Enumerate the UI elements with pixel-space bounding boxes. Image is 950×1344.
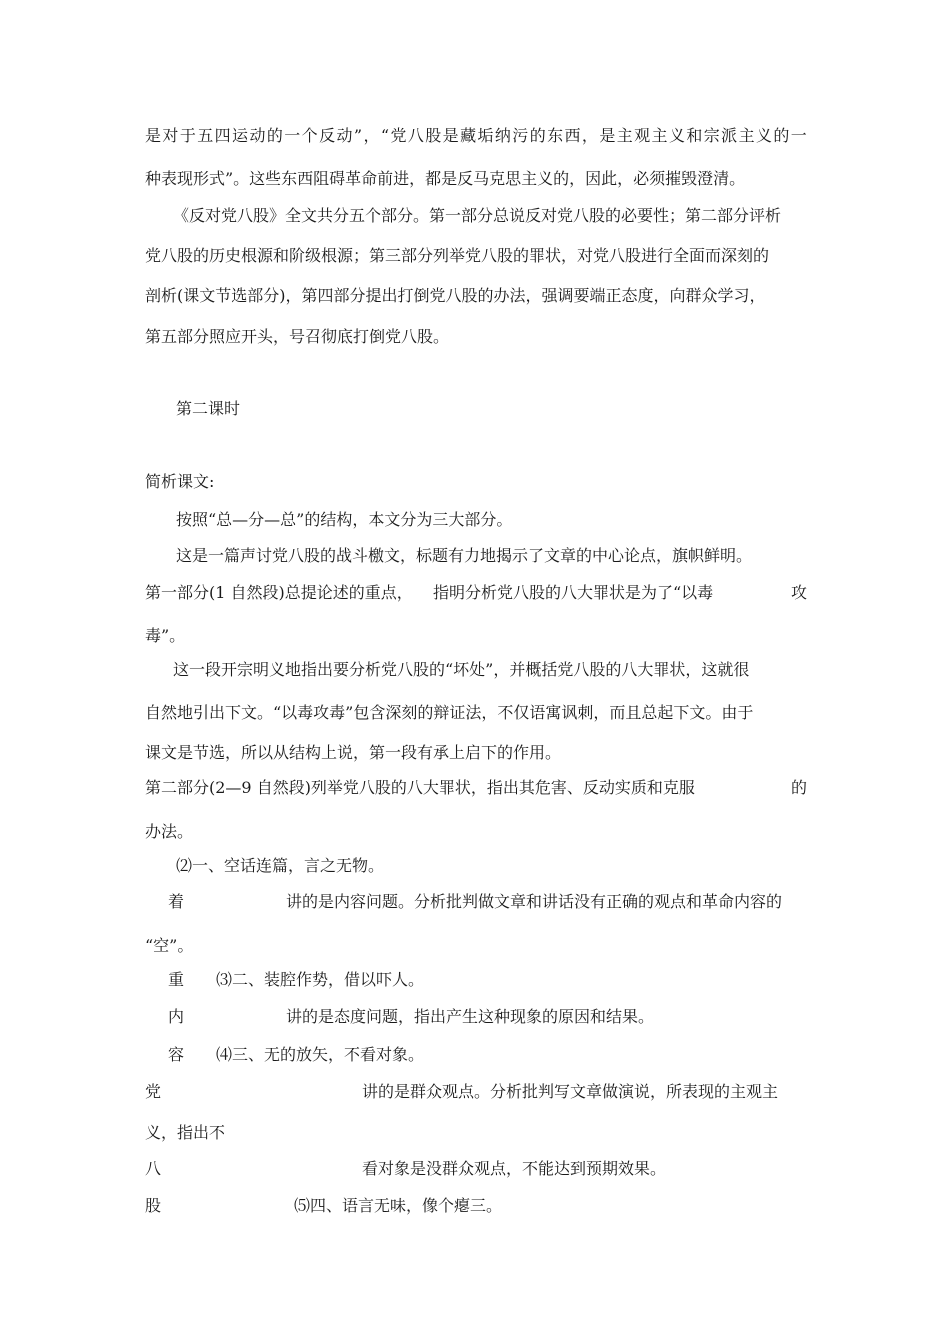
side-label-char-1: 着	[168, 892, 185, 911]
crime-3-title: ⑷三、无的放矢，不看对象。	[216, 1045, 425, 1064]
intro-line-6: 第五部分照应开头，号召彻底打倒党八股。	[145, 327, 450, 346]
side-label-char-2: 重	[168, 970, 185, 989]
crime-1-note: 讲的是内容问题。分析批判做文章和讲话没有正确的观点和革命内容的	[286, 892, 783, 911]
part2-heading-a: 第二部分(2—9 自然段)列举党八股的八大罪状，指出其危害、反动实质和克服	[145, 778, 695, 797]
crime-2-title: ⑶二、装腔作势，借以吓人。	[216, 970, 425, 989]
analysis-label: 简析课文:	[145, 472, 215, 491]
intro-line-4: 党八股的历史根源和阶级根源；第三部分列举党八股的罪状，对党八股进行全面而深刻的	[145, 246, 770, 265]
structure-paragraph: 按照“总—分—总”的结构，本文分为三大部分。	[176, 510, 513, 529]
intro-line-3: 《反对党八股》全文共分五个部分。第一部分总说反对党八股的必要性；第二部分评析	[173, 206, 782, 225]
crime-3-note-3: 看对象是没群众观点，不能达到预期效果。	[362, 1159, 667, 1178]
thesis-paragraph: 这是一篇声讨党八股的战斗檄文，标题有力地揭示了文章的中心论点，旗帜鲜明。	[176, 546, 753, 565]
side-label-char-7: 股	[145, 1196, 162, 1215]
intro-line-5: 剖析(课文节选部分)，第四部分提出打倒党八股的办法，强调要端正态度，向群众学习，	[145, 286, 766, 305]
part1-para-line-2: 自然地引出下文。“以毒攻毒”包含深刻的辩证法，不仅语寓讽刺，而且总起下文。由于	[145, 703, 754, 722]
part1-heading-d: 毒”。	[145, 626, 186, 645]
crime-2-note: 讲的是态度问题，指出产生这种现象的原因和结果。	[286, 1007, 655, 1026]
side-label-char-5: 党	[145, 1082, 162, 1101]
part1-heading-a: 第一部分(1 自然段)总提论述的重点，	[145, 583, 413, 602]
crime-4-title: ⑸四、语言无味，像个瘪三。	[294, 1196, 503, 1215]
side-label-char-4: 容	[168, 1045, 185, 1064]
crime-1-title: ⑵一、空话连篇，言之无物。	[176, 856, 385, 875]
intro-line-2: 种表现形式”。这些东西阻碍革命前进，都是反马克思主义的，因此，必须摧毁澄清。	[145, 169, 746, 188]
crime-3-note-2: 义，指出不	[145, 1123, 226, 1142]
part1-heading-b: 指明分析党八股的八大罪状是为了“以毒	[433, 583, 714, 602]
part2-heading-b: 的	[791, 778, 808, 797]
crime-3-note: 讲的是群众观点。分析批判写文章做演说，所表现的主观主	[362, 1082, 779, 1101]
part1-para-line-1: 这一段开宗明义地指出要分析党八股的“坏处”，并概括党八股的八大罪状，这就很	[173, 660, 750, 679]
lesson-heading: 第二课时	[176, 399, 241, 418]
intro-line-1: 是 对 于 五 四 运 动 的 一 个 反 动 ” ， “ 党 八 股 是 藏 垢 纳 污 的 东 西 ， 是 主 观 主 义 和 宗 派 主 义 的 一	[145, 126, 807, 145]
side-label-char-3: 内	[168, 1007, 185, 1026]
part1-para-line-3: 课文是节选，所以从结构上说，第一段有承上启下的作用。	[145, 743, 562, 762]
side-label-char-6: 八	[145, 1159, 162, 1178]
part1-heading-c: 攻	[791, 583, 808, 602]
crime-1-note-2: “空”。	[145, 936, 194, 955]
part2-heading-c: 办法。	[145, 822, 194, 841]
